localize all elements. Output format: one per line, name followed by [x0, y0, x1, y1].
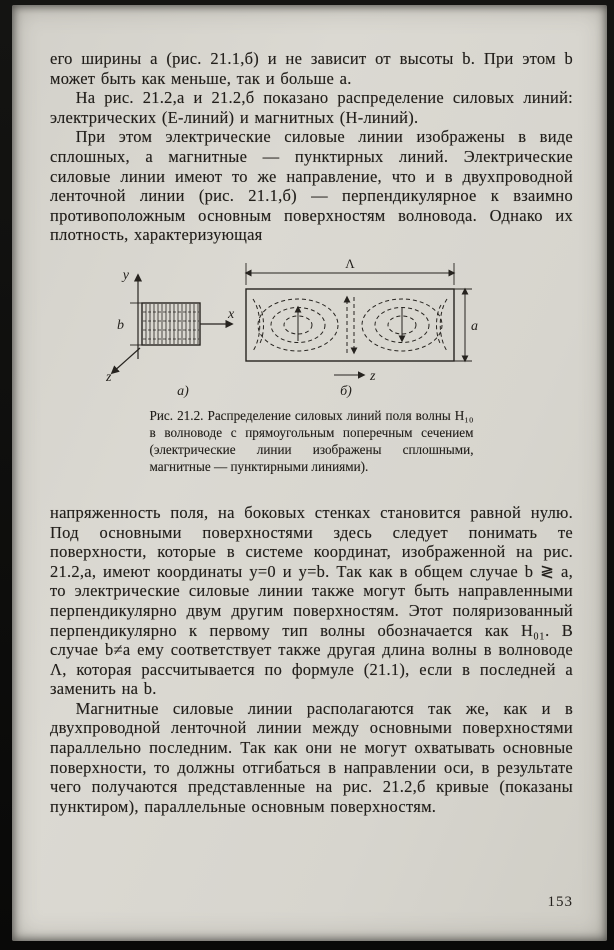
lower-text-block [50, 503, 573, 817]
subfigure-a-label: а) [177, 383, 189, 399]
paragraph: При этом электрические силовые линии изображены в виде сплошных, а магнитные — пунктирных линий. Электрические силовые линии имеют то же направление, что и в двухпроводной ленточной линии (рис. 21.1,б) — перпендикулярное к взаимно противоположным основным поверхностям волновода. Однако их плотность, характеризующая [50, 127, 573, 245]
figure-diagram [50, 255, 573, 403]
y-axis-label: y [122, 267, 129, 283]
lambda-label: Λ [345, 255, 355, 271]
z-axis-label-right: z [370, 368, 376, 384]
subfigure-b [246, 256, 478, 399]
page-number: 153 [547, 894, 573, 910]
b-dimension-label: b [117, 317, 124, 333]
z-axis-line [112, 348, 140, 373]
page [12, 5, 607, 941]
subfigure-b-label: б) [340, 383, 352, 399]
paragraph: На рис. 21.2,а и 21.2,б показано распределение силовых линий: электрических (Е-линий) и магнитных (Н-линий). [50, 88, 573, 127]
upper-text-block [50, 49, 573, 245]
page-content [50, 49, 573, 816]
e-field-hatching [146, 304, 198, 344]
z-axis-label-left: z [106, 369, 112, 385]
waveguide-top-view-rect [246, 289, 454, 361]
mid-vertical-lines [347, 297, 354, 353]
x-axis-label: x [228, 306, 235, 322]
h-field-hatching [143, 312, 199, 339]
paragraph: напряженность поля, на боковых стенках становится равной нулю. Под основными поверхностями здесь следует понимать те поверхности, которые в системе координат, изображенной на рис. 21.2,а, имеют координаты y=0 и y=b. Так как в общем случае b ≷ a, то электрические силовые линии также могут быть направленными перпендикулярно двум другим поверхностям. Этот поляризованный перпендикулярно к первому тип волны обозначается как H₀₁. В случае b≠a ему соответствует также другая длина волны в волноводе Λ, которая рассчитывается по формуле (21.1), если в последней a заменить на b. [50, 502, 573, 699]
figure-caption: Рис. 21.2. Распределение силовых линий поля волны H₁₀ в волноводе с прямоугольным поперечным сечением (электрические линии изображены сплошными, магнитные — пунктирными линиями). [149, 407, 474, 474]
paragraph: Магнитные силовые линии располагаются так же, как и в двухпроводной ленточной линии между основными поверхностями параллельно последним. Так как они не могут охватывать основные поверхности, то должны отгибаться в направлении оси, в результате чего получаются представленные на рис. 21.2,б кривые (показаны пунктиром), параллельные основным поверхностям. [50, 698, 573, 816]
a-dimension-label: a [471, 318, 478, 334]
figure-21-2 [50, 255, 573, 475]
edge-partial-loops [253, 299, 447, 351]
waveguide-field-lines-diagram [50, 255, 573, 403]
paragraph: его ширины a (рис. 21.1,б) и не зависит от высоты b. При этом b может быть как меньше, так и больше a. [50, 49, 573, 88]
subfigure-a [105, 268, 235, 399]
